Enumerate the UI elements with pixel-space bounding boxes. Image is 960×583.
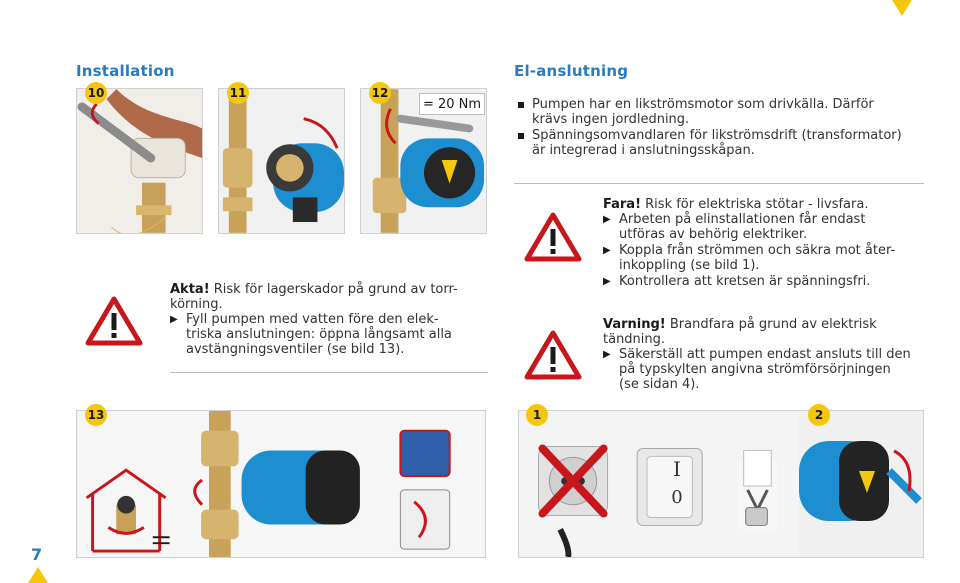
- danger-item-2-line-2: inkoppling (se bild 1).: [619, 258, 760, 273]
- bullet-1-line-1: Pumpen har en likströmsmotor som drivkälla. Därför: [532, 97, 874, 112]
- step-badge-13: 13: [85, 404, 107, 426]
- caution-line-3: avstängningsventiler (se bild 13).: [186, 342, 405, 357]
- caution-instruction: [170, 312, 490, 357]
- warning-line-1: ▶ Säkerställ att pumpen endast ansluts till den: [619, 347, 911, 362]
- danger-item-2-line-1: ▶ Koppla från strömmen och säkra mot åter-: [619, 243, 896, 258]
- bullet-2-line-2: är integrerad i anslutningsskåpan.: [532, 143, 755, 158]
- electric-bullets: [517, 97, 937, 159]
- pump-cable-illustration: [799, 411, 924, 558]
- bullet-item: [517, 128, 937, 158]
- warning-instruction: [603, 347, 933, 392]
- danger-item-1-line-1: ▶ Arbeten på elinstallationen får endast: [619, 212, 866, 227]
- danger-lead: Fara!: [603, 197, 642, 212]
- warning-line-2: på typskylten angivna strömförsörjningen: [619, 362, 891, 377]
- danger-title: Risk för elektriska stötar - livsfara.: [641, 197, 869, 212]
- switch-off-label: 0: [671, 487, 683, 508]
- valve-opening-illustration: [77, 411, 485, 557]
- divider: [514, 183, 924, 184]
- danger-triangle-icon: [524, 212, 582, 262]
- corner-marker-icon: [28, 567, 48, 583]
- el-anslutning-heading: El-anslutning: [514, 62, 629, 80]
- photo-step-13: [76, 410, 486, 558]
- warning-lead: Varning!: [603, 317, 666, 332]
- installation-heading: Installation: [76, 62, 175, 80]
- warning-block: [603, 317, 933, 392]
- page-number: 7: [31, 545, 43, 564]
- warning-title-cont: tändning.: [603, 332, 666, 347]
- divider: [170, 372, 488, 373]
- bullet-item: [517, 97, 937, 127]
- danger-item-2: [603, 243, 933, 273]
- caution-line-2: triska anslutningen: öppna långsamt alla: [186, 327, 452, 342]
- caution-lead: Akta!: [170, 282, 210, 297]
- bullet-2-line-1: Spänningsomvandlaren för likströmsdrift (transformator): [532, 128, 902, 143]
- danger-item-3-line-1: ▶ Kontrollera att kretsen är spänningsfri.: [619, 274, 871, 289]
- step-badge-1: 1: [526, 404, 548, 426]
- step-badge-12: 12: [369, 82, 391, 104]
- caution-line-1: ▶ Fyll pumpen med vatten före den elek-: [186, 312, 439, 327]
- danger-item-3: [603, 274, 933, 289]
- warning-triangle-icon: [85, 296, 143, 346]
- danger-item-1: [603, 212, 933, 242]
- step-badge-2: 2: [808, 404, 830, 426]
- warning-title: Brandfara på grund av elektrisk: [665, 317, 877, 332]
- caution-title: Risk för lagerskador på grund av torr-: [209, 282, 458, 297]
- bullet-1-line-2: krävs ingen jordledning.: [532, 112, 690, 127]
- warning-line-3: (se sidan 4).: [619, 377, 700, 392]
- caution-block: [170, 282, 490, 357]
- caution-title-cont: körning.: [170, 297, 223, 312]
- photo-step-10: [76, 88, 203, 234]
- fire-warning-triangle-icon: [524, 330, 582, 380]
- switch-on-label: I: [673, 457, 681, 481]
- photo-step-11: [218, 88, 345, 234]
- step-badge-10: 10: [85, 82, 107, 104]
- step-badge-11: 11: [227, 82, 249, 104]
- photo-step-1: [518, 410, 924, 558]
- danger-item-1-line-2: utföras av behörig elektriker.: [619, 227, 808, 242]
- wrench-fitting-illustration: [77, 89, 202, 233]
- danger-block: [603, 197, 933, 289]
- torque-label: = 20 Nm: [419, 93, 485, 115]
- pump-mounting-illustration: [219, 89, 344, 233]
- photo-step-12: [360, 88, 487, 234]
- corner-marker-icon: [892, 0, 912, 16]
